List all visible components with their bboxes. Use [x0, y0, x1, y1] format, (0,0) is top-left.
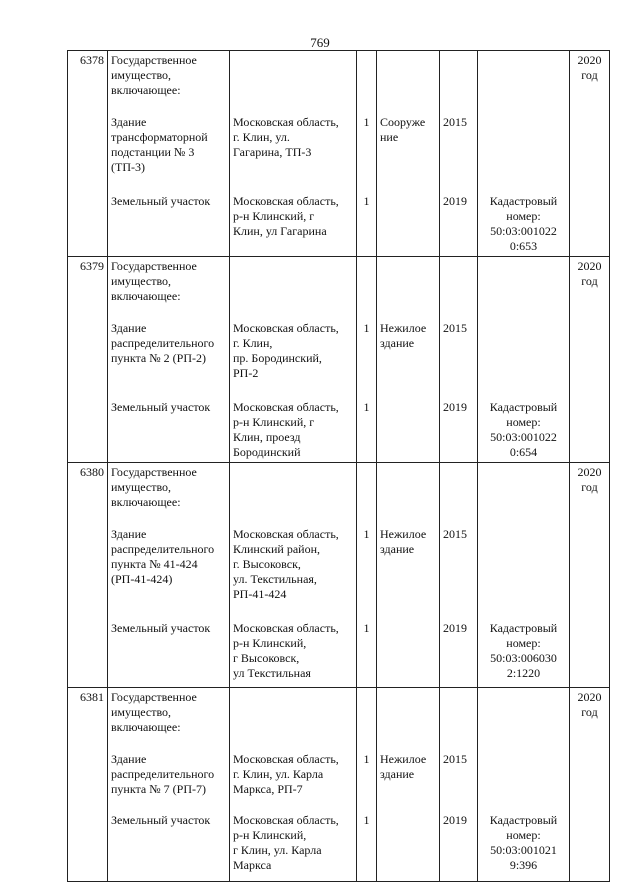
record-header-row	[68, 257, 610, 320]
item-year-text: 2019	[443, 621, 467, 635]
empty-cell	[440, 463, 478, 526]
table-row	[68, 811, 610, 882]
record-number	[68, 257, 108, 463]
empty-cell	[377, 688, 440, 751]
item-quantity	[357, 113, 377, 192]
table-row	[68, 192, 610, 257]
empty-cell	[230, 688, 357, 751]
record-number-text: 6378	[80, 53, 104, 67]
item-cadastre	[478, 619, 570, 688]
register-body	[68, 51, 610, 882]
record-number	[68, 463, 108, 688]
item-quantity	[357, 750, 377, 811]
item-name-text: Здание трансформаторной подстанции № 3 (ТП-3)	[111, 115, 208, 174]
item-address	[230, 525, 357, 619]
item-quantity-text: 1	[363, 115, 370, 129]
record-year	[570, 257, 610, 463]
record-number-text: 6381	[80, 690, 104, 704]
item-name-text: Здание распределительного пункта № 7 (РП-7)	[111, 752, 215, 796]
item-address-text: Московская область, р-н Клинский, г Клин, ул. Карла Маркса	[233, 813, 339, 872]
empty-cell	[478, 463, 570, 526]
item-address	[230, 192, 357, 257]
empty-cell	[478, 688, 570, 751]
item-quantity-text: 1	[363, 752, 370, 766]
item-year-text: 2015	[443, 752, 467, 766]
item-address	[230, 319, 357, 398]
item-cadastre	[478, 811, 570, 882]
item-cadastre-text: Кадастровый номер: 50:03:001022 0:654	[489, 400, 558, 459]
item-cadastre	[478, 319, 570, 398]
record-number-text: 6379	[80, 259, 104, 273]
item-cadastre	[478, 398, 570, 463]
item-name-text: Земельный участок	[111, 621, 211, 635]
item-quantity-text: 1	[363, 813, 370, 827]
item-year-text: 2019	[443, 400, 467, 414]
item-address	[230, 398, 357, 463]
item-name-text: Здание распределительного пункта № 41-424 (РП-41-424)	[111, 527, 215, 586]
item-type-text: Нежилое здание	[380, 321, 427, 350]
item-year	[440, 525, 478, 619]
empty-cell	[230, 51, 357, 114]
item-type-text: Нежилое здание	[380, 752, 427, 781]
item-year-text: 2019	[443, 813, 467, 827]
item-address	[230, 811, 357, 882]
item-name-text: Земельный участок	[111, 400, 211, 414]
record-year-text: 2020 год	[577, 465, 602, 494]
empty-cell	[357, 688, 377, 751]
record-year	[570, 463, 610, 688]
empty-cell	[230, 463, 357, 526]
record-header	[108, 257, 230, 320]
item-name	[108, 398, 230, 463]
item-name	[108, 525, 230, 619]
item-cadastre-text: Кадастровый номер: 50:03:001022 0:653	[489, 194, 558, 253]
item-name	[108, 811, 230, 882]
item-year	[440, 113, 478, 192]
item-type-text: Нежилое здание	[380, 527, 427, 556]
item-year	[440, 319, 478, 398]
item-address-text: Московская область, р-н Клинский, г Клин, ул Гагарина	[233, 194, 339, 238]
item-type	[377, 811, 440, 882]
empty-cell	[440, 257, 478, 320]
item-type	[377, 525, 440, 619]
empty-cell	[357, 51, 377, 114]
item-year	[440, 750, 478, 811]
record-header-text: Государственное имущество, включающее:	[111, 465, 197, 509]
empty-cell	[478, 257, 570, 320]
item-name	[108, 619, 230, 688]
item-address-text: Московская область, г. Клин, ул. Гагарина, ТП-3	[233, 115, 339, 159]
item-cadastre	[478, 192, 570, 257]
item-year-text: 2015	[443, 115, 467, 129]
item-address-text: Московская область, р-н Клинский, г Клин, проезд Бородинский	[233, 400, 339, 459]
record-year	[570, 688, 610, 882]
item-address-text: Московская область, Клинский район, г. Высоковск, ул. Текстильная, РП-41-424	[233, 527, 339, 601]
item-type	[377, 750, 440, 811]
record-number-text: 6380	[80, 465, 104, 479]
item-quantity	[357, 192, 377, 257]
empty-cell	[230, 257, 357, 320]
item-type	[377, 398, 440, 463]
table-row	[68, 398, 610, 463]
item-name	[108, 319, 230, 398]
empty-cell	[357, 463, 377, 526]
item-quantity	[357, 398, 377, 463]
item-address-text: Московская область, г. Клин, пр. Бородинский, РП-2	[233, 321, 339, 380]
item-cadastre	[478, 750, 570, 811]
item-cadastre	[478, 525, 570, 619]
item-year-text: 2019	[443, 194, 467, 208]
record-header	[108, 688, 230, 751]
item-cadastre-text: Кадастровый номер: 50:03:006030 2:1220	[489, 621, 558, 680]
item-quantity-text: 1	[363, 194, 370, 208]
item-name	[108, 750, 230, 811]
item-name-text: Здание распределительного пункта № 2 (РП-2)	[111, 321, 215, 365]
item-cadastre	[478, 113, 570, 192]
item-type-text: Сооруже ние	[380, 115, 426, 144]
record-header-row	[68, 463, 610, 526]
empty-cell	[377, 463, 440, 526]
item-cadastre-text: Кадастровый номер: 50:03:001021 9:396	[489, 813, 558, 872]
item-name	[108, 113, 230, 192]
page-number: 769	[310, 35, 330, 50]
item-year	[440, 192, 478, 257]
item-quantity	[357, 319, 377, 398]
item-quantity	[357, 811, 377, 882]
record-header	[108, 51, 230, 114]
item-year	[440, 619, 478, 688]
item-year-text: 2015	[443, 321, 467, 335]
item-year-text: 2015	[443, 527, 467, 541]
empty-cell	[357, 257, 377, 320]
record-year-text: 2020 год	[577, 690, 602, 719]
item-type	[377, 192, 440, 257]
record-header-row	[68, 51, 610, 114]
item-quantity-text: 1	[363, 621, 370, 635]
item-address	[230, 619, 357, 688]
item-address-text: Московская область, р-н Клинский, г Высоковск, ул Текстильная	[233, 621, 339, 680]
item-year	[440, 811, 478, 882]
item-quantity	[357, 619, 377, 688]
item-name-text: Земельный участок	[111, 194, 211, 208]
record-year	[570, 51, 610, 257]
item-year	[440, 398, 478, 463]
item-type	[377, 619, 440, 688]
item-address-text: Московская область, г. Клин, ул. Карла Маркса, РП-7	[233, 752, 339, 796]
record-year-text: 2020 год	[577, 53, 602, 82]
table-row	[68, 319, 610, 398]
item-type	[377, 319, 440, 398]
record-header-row	[68, 688, 610, 751]
item-address	[230, 750, 357, 811]
item-name-text: Земельный участок	[111, 813, 211, 827]
record-header-text: Государственное имущество, включающее:	[111, 259, 197, 303]
record-number	[68, 51, 108, 257]
record-number	[68, 688, 108, 882]
table-row	[68, 619, 610, 688]
item-type	[377, 113, 440, 192]
record-header	[108, 463, 230, 526]
item-quantity	[357, 525, 377, 619]
empty-cell	[440, 51, 478, 114]
record-header-text: Государственное имущество, включающее:	[111, 690, 197, 734]
table-row	[68, 525, 610, 619]
item-quantity-text: 1	[363, 400, 370, 414]
table-row	[68, 750, 610, 811]
empty-cell	[440, 688, 478, 751]
empty-cell	[377, 51, 440, 114]
item-address	[230, 113, 357, 192]
item-name	[108, 192, 230, 257]
property-register-table	[67, 50, 610, 882]
record-header-text: Государственное имущество, включающее:	[111, 53, 197, 97]
empty-cell	[377, 257, 440, 320]
table-row	[68, 113, 610, 192]
item-quantity-text: 1	[363, 321, 370, 335]
record-year-text: 2020 год	[577, 259, 602, 288]
empty-cell	[478, 51, 570, 114]
item-quantity-text: 1	[363, 527, 370, 541]
